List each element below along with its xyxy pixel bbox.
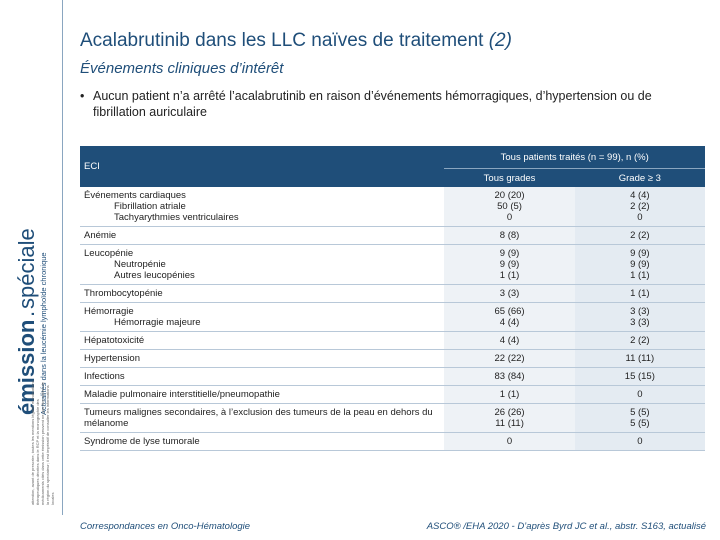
legal-notice-text: attention, avant de prescrire, toutes les mentions légales et indications thérapeutiques décrites dans le RCP et la monographie des médicaments cités dans cette émission peuvent ne pas être celles de la région du spectateur; il est impératif de consulter les informations locales [30, 380, 55, 505]
value: 0 [637, 212, 643, 223]
value: 0 [506, 436, 513, 447]
sidebar-divider [62, 0, 63, 515]
table-row [80, 245, 705, 285]
value: 4 (4) [630, 190, 650, 201]
value: 8 (8) [499, 230, 520, 241]
all-grades-cell [444, 332, 574, 350]
table-row [80, 332, 705, 350]
table-row [80, 368, 705, 386]
value: 0 [637, 389, 643, 400]
brand-main: émission [14, 319, 39, 415]
events-table-grid [80, 146, 705, 451]
value: 50 (5) [497, 201, 522, 212]
grade3-cell [575, 303, 705, 332]
grade3-cell [575, 285, 705, 303]
all-grades-cell [444, 404, 574, 433]
event-name-cell [80, 332, 444, 350]
value: 20 (20) [494, 190, 525, 201]
event-name: Anémie [84, 230, 117, 241]
event-name: Événements cardiaques [84, 190, 186, 201]
value: 11 (11) [495, 418, 524, 429]
value: 3 (3) [630, 306, 650, 317]
all-grades-cell [444, 245, 574, 285]
value: 83 (84) [494, 371, 525, 382]
table-row [80, 227, 705, 245]
header-all-patients: Tous patients traités (n = 99), n (%) [444, 146, 705, 169]
grade3-cell [575, 404, 705, 433]
sidebar [0, 0, 66, 540]
event-subtype: Neutropénie [114, 259, 166, 270]
value: 26 (26) [494, 407, 525, 418]
event-name: Syndrome de lyse tumorale [84, 436, 200, 447]
table-row [80, 386, 705, 404]
event-name-cell [80, 433, 444, 451]
value: 3 (3) [499, 288, 520, 299]
event-name: Hypertension [84, 353, 140, 364]
grade3-cell [575, 433, 705, 451]
event-name-cell [80, 404, 444, 433]
grade3-cell [575, 386, 705, 404]
value: 1 (1) [499, 389, 520, 400]
value: 5 (5) [630, 407, 650, 418]
event-name: Infections [84, 371, 125, 382]
all-grades-cell [444, 350, 574, 368]
all-grades-cell [444, 285, 574, 303]
title-part: (2) [488, 30, 512, 51]
event-name: Maladie pulmonaire interstitielle/pneumopathie [84, 389, 280, 400]
value: 65 (66) [494, 306, 525, 317]
all-grades-cell [444, 303, 574, 332]
grade3-cell [575, 332, 705, 350]
event-name: Thrombocytopénie [84, 288, 163, 299]
event-subtype: Tachyarythmies ventriculaires [114, 212, 239, 223]
value: 1 (1) [630, 270, 650, 281]
event-name-cell [80, 303, 444, 332]
value: 2 (2) [630, 230, 650, 241]
footer-source: Correspondances en Onco-Hématologie [80, 521, 251, 532]
table-row [80, 350, 705, 368]
value: 11 (11) [625, 353, 655, 364]
table-row [80, 285, 705, 303]
event-name-cell [80, 227, 444, 245]
all-grades-cell [444, 433, 574, 451]
all-grades-cell [444, 386, 574, 404]
table-body [80, 187, 705, 451]
value: 0 [637, 436, 643, 447]
value: 22 (22) [494, 353, 525, 364]
footer-reference: ASCO® /EHA 2020 - D’après Byrd JC et al., abstr. S163, actualisé [426, 521, 706, 532]
table-row [80, 404, 705, 433]
legal-notice-svg [30, 380, 62, 505]
grade3-cell [575, 227, 705, 245]
event-name-cell [80, 245, 444, 285]
table-row [80, 303, 705, 332]
event-name: Hépatotoxicité [84, 335, 145, 346]
event-subtype: Autres leucopénies [114, 270, 195, 281]
value: 15 (15) [624, 371, 655, 382]
value: 0 [506, 212, 513, 223]
header-grade3: Grade ≥ 3 [575, 169, 705, 188]
value: 2 (2) [630, 201, 650, 212]
brand-sub: Actualités dans la leucémie lymphoïde chronique [39, 252, 48, 415]
value: 5 (5) [630, 418, 650, 429]
event-subtype: Hémorragie majeure [114, 317, 201, 328]
all-grades-cell [444, 368, 574, 386]
header-all-grades: Tous grades [444, 169, 574, 188]
event-subtype: Fibrillation atriale [114, 201, 186, 212]
value: 9 (9) [630, 259, 650, 270]
event-name-cell [80, 285, 444, 303]
grade3-cell [575, 368, 705, 386]
page-title [80, 30, 512, 52]
table-row [80, 187, 705, 227]
event-name-cell [80, 386, 444, 404]
all-grades-cell [444, 187, 574, 227]
bullet-text: Aucun patient n’a arrêté l’acalabrutinib en raison d’événements hémorragiques, d’hypertension ou de fibrillation auriculaire [93, 89, 652, 119]
value: 1 (1) [499, 270, 520, 281]
event-name: Leucopénie [84, 248, 134, 259]
table-row [80, 433, 705, 451]
value: 4 (4) [499, 335, 520, 346]
title-text: Acalabrutinib dans les LLC naïves de traitement [80, 30, 484, 51]
value: 9 (9) [499, 248, 520, 259]
value: 9 (9) [499, 259, 520, 270]
event-name: Tumeurs malignes secondaires, à l’exclusion des tumeurs de la peau en dehors du mélanome [84, 407, 433, 429]
event-name-cell [80, 350, 444, 368]
header-eci: ECI [80, 146, 444, 187]
legal-notice [30, 380, 62, 505]
value: 1 (1) [630, 288, 650, 299]
grade3-cell [575, 245, 705, 285]
events-table [80, 146, 705, 451]
event-name: Hémorragie [84, 306, 134, 317]
event-name-cell [80, 368, 444, 386]
all-grades-cell [444, 227, 574, 245]
brand-dot: . [14, 310, 39, 317]
page-subtitle: Événements cliniques d’intérêt [80, 60, 284, 77]
bullet-dot-icon: • [80, 89, 85, 103]
event-name-cell [80, 187, 444, 227]
value: 4 (4) [499, 317, 520, 328]
grade3-cell [575, 350, 705, 368]
value: 3 (3) [630, 317, 650, 328]
value: 2 (2) [630, 335, 650, 346]
brand-suffix: spéciale [14, 228, 39, 309]
value: 9 (9) [630, 248, 650, 259]
grade3-cell [575, 187, 705, 227]
